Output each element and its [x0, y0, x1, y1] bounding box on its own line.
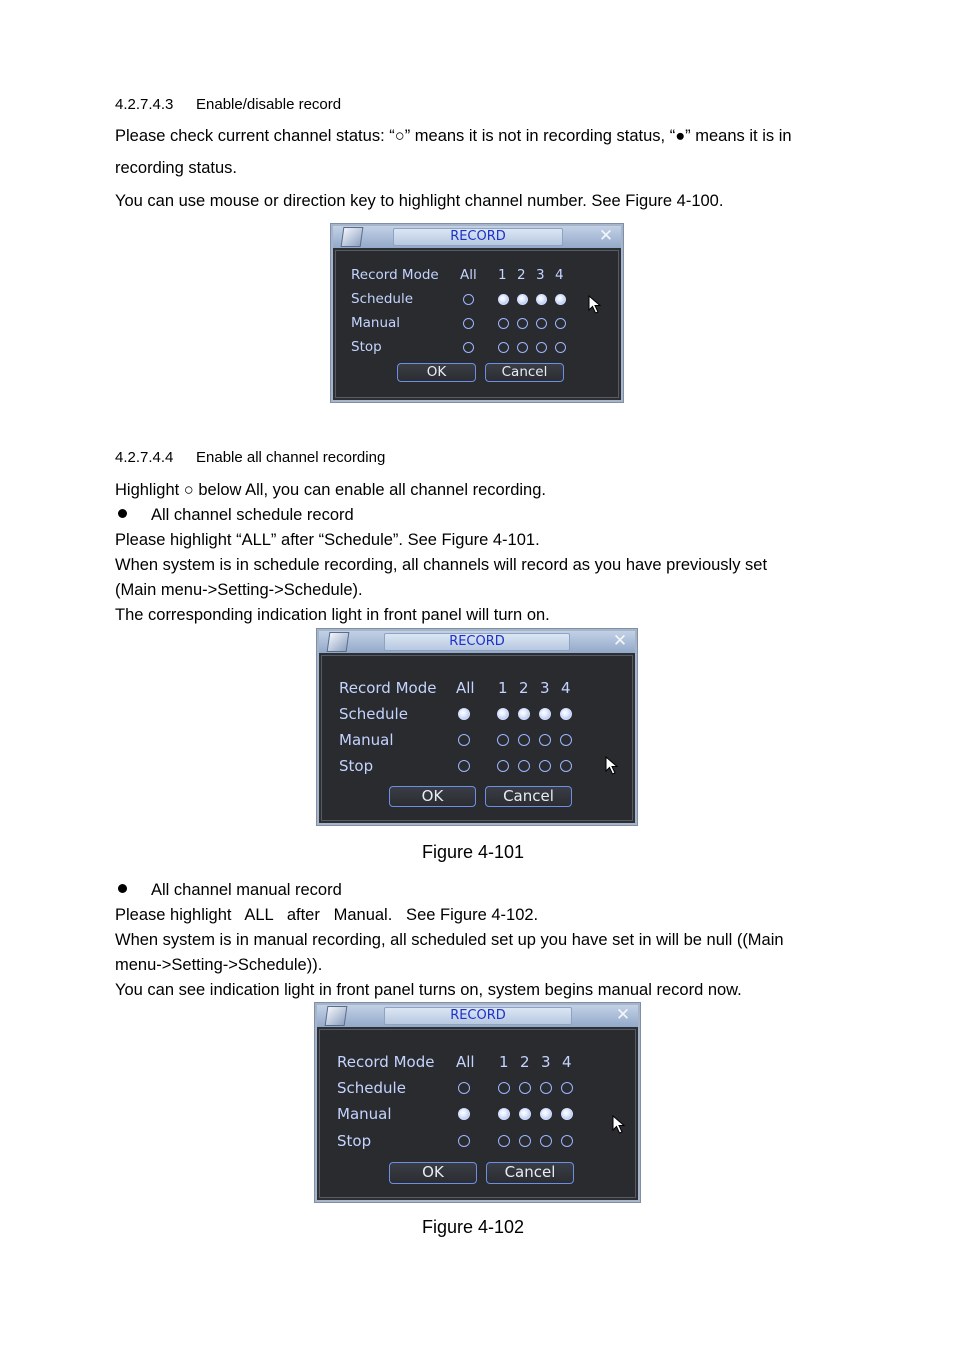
mode-label-schedule: Schedule: [339, 705, 408, 723]
manual-all-radio[interactable]: [463, 318, 474, 329]
schedule-channel-4-radio[interactable]: [561, 1082, 573, 1094]
stop-channel-2-radio[interactable]: [519, 1135, 531, 1147]
manual-channel-1-radio[interactable]: [497, 734, 509, 746]
mouse-cursor-icon: [612, 1115, 626, 1135]
close-icon[interactable]: ✕: [615, 1005, 631, 1025]
paragraph: When system is in schedule recording, all channels will record as you have previously set: [115, 556, 768, 574]
stop-channel-2-radio[interactable]: [518, 760, 530, 772]
stop-channel-4-radio[interactable]: [560, 760, 572, 772]
cancel-button[interactable]: Cancel: [485, 786, 572, 807]
record-mode-label: Record Mode: [339, 679, 437, 697]
bullet-icon: [118, 509, 127, 518]
manual-channel-4-radio[interactable]: [561, 1108, 573, 1120]
close-icon[interactable]: ✕: [612, 631, 628, 651]
channel-number-3: 3: [536, 267, 545, 283]
bullet-text: All channel manual record: [151, 881, 342, 899]
mouse-cursor-icon: [588, 295, 602, 315]
paragraph: recording status.: [115, 159, 237, 177]
schedule-channel-3-radio[interactable]: [540, 1082, 552, 1094]
schedule-channel-2-radio[interactable]: [517, 294, 528, 305]
mode-label-manual: Manual: [351, 315, 401, 331]
schedule-channel-4-radio[interactable]: [555, 294, 566, 305]
ok-button[interactable]: OK: [389, 1162, 477, 1184]
channel-number-1: 1: [499, 1053, 509, 1071]
stop-channel-1-radio[interactable]: [498, 342, 509, 353]
manual-channel-3-radio[interactable]: [540, 1108, 552, 1120]
dialog-title: RECORD: [384, 1007, 572, 1025]
stop-channel-1-radio[interactable]: [497, 760, 509, 772]
mode-label-schedule: Schedule: [337, 1079, 406, 1097]
manual-channel-1-radio[interactable]: [498, 1108, 510, 1120]
app-logo-icon: [341, 227, 364, 247]
channel-number-4: 4: [555, 267, 564, 283]
mode-label-manual: Manual: [337, 1105, 392, 1123]
channel-number-1: 1: [498, 267, 507, 283]
mode-label-stop: Stop: [337, 1132, 372, 1150]
channel-number-4: 4: [562, 1053, 572, 1071]
paragraph: You can use mouse or direction key to highlight channel number. See Figure 4-100.: [115, 192, 724, 210]
dialog-titlebar: [319, 631, 635, 653]
cancel-button[interactable]: Cancel: [486, 1162, 574, 1184]
schedule-channel-1-radio[interactable]: [498, 294, 509, 305]
schedule-channel-1-radio[interactable]: [497, 708, 509, 720]
record-mode-label: Record Mode: [337, 1053, 435, 1071]
dialog-body: [335, 250, 619, 398]
manual-channel-3-radio[interactable]: [539, 734, 551, 746]
paragraph: Please check current channel status: “○” means it is not in recording status, “●” means it is in: [115, 127, 792, 145]
paragraph: You can see indication light in front panel turns on, system begins manual record now.: [115, 981, 742, 999]
stop-channel-4-radio[interactable]: [555, 342, 566, 353]
mode-label-manual: Manual: [339, 731, 394, 749]
all-column-label: All: [456, 1053, 475, 1071]
record-dialog-figure-4-101: [316, 628, 638, 826]
manual-all-radio[interactable]: [458, 1108, 470, 1120]
schedule-channel-3-radio[interactable]: [539, 708, 551, 720]
section-title: Enable/disable record: [196, 96, 342, 113]
schedule-all-radio[interactable]: [458, 1082, 470, 1094]
app-logo-icon: [325, 1006, 348, 1026]
bullet-icon: [118, 884, 127, 893]
channel-number-4: 4: [561, 679, 571, 697]
paragraph: (Main menu->Setting->Schedule).: [115, 581, 363, 599]
mode-label-schedule: Schedule: [351, 291, 414, 307]
stop-channel-2-radio[interactable]: [517, 342, 528, 353]
manual-channel-2-radio[interactable]: [518, 734, 530, 746]
schedule-all-radio[interactable]: [458, 708, 470, 720]
manual-channel-3-radio[interactable]: [536, 318, 547, 329]
app-logo-icon: [327, 632, 350, 652]
stop-channel-1-radio[interactable]: [498, 1135, 510, 1147]
paragraph: Please highlight ALL after Manual. See Figure 4-102.: [115, 906, 539, 924]
record-dialog-figure-4-102: [314, 1002, 641, 1203]
paragraph: When system is in manual recording, all scheduled set up you have set in will be null ((Main: [115, 931, 784, 949]
manual-channel-2-radio[interactable]: [517, 318, 528, 329]
figure-caption: Figure 4-102: [422, 1217, 525, 1237]
paragraph: Highlight ○ below All, you can enable all channel recording.: [115, 481, 546, 499]
channel-number-2: 2: [520, 1053, 530, 1071]
section-number: 4.2.7.4.3: [115, 96, 174, 113]
dialog-titlebar: [333, 226, 621, 248]
schedule-channel-3-radio[interactable]: [536, 294, 547, 305]
dialog-title: RECORD: [393, 228, 563, 246]
manual-channel-4-radio[interactable]: [555, 318, 566, 329]
schedule-channel-2-radio[interactable]: [518, 708, 530, 720]
manual-channel-2-radio[interactable]: [519, 1108, 531, 1120]
channel-number-2: 2: [519, 679, 529, 697]
figure-caption: Figure 4-101: [422, 842, 525, 862]
dialog-titlebar: [317, 1005, 638, 1027]
stop-all-radio[interactable]: [463, 342, 474, 353]
schedule-channel-1-radio[interactable]: [498, 1082, 510, 1094]
channel-number-2: 2: [517, 267, 526, 283]
paragraph: menu->Setting->Schedule)).: [115, 956, 323, 974]
section-heading: [115, 449, 385, 466]
all-column-label: All: [456, 679, 475, 697]
mode-label-stop: Stop: [339, 757, 374, 775]
section-number: 4.2.7.4.4: [115, 449, 174, 466]
stop-channel-3-radio[interactable]: [539, 760, 551, 772]
stop-channel-4-radio[interactable]: [561, 1135, 573, 1147]
stop-channel-3-radio[interactable]: [536, 342, 547, 353]
bullet-item: [115, 505, 354, 525]
ok-button[interactable]: OK: [397, 363, 476, 382]
manual-channel-1-radio[interactable]: [498, 318, 509, 329]
paragraph: The corresponding indication light in front panel will turn on.: [115, 606, 550, 624]
stop-all-radio[interactable]: [458, 760, 470, 772]
schedule-channel-4-radio[interactable]: [560, 708, 572, 720]
channel-number-1: 1: [498, 679, 508, 697]
close-icon[interactable]: ✕: [598, 226, 614, 246]
mode-label-stop: Stop: [351, 339, 382, 355]
dialog-body: [319, 1029, 636, 1198]
stop-channel-3-radio[interactable]: [540, 1135, 552, 1147]
ok-button[interactable]: OK: [389, 786, 476, 807]
all-column-label: All: [460, 267, 477, 283]
cancel-button[interactable]: Cancel: [485, 363, 564, 382]
paragraph: Please highlight “ALL” after “Schedule”. See Figure 4-101.: [115, 531, 540, 549]
schedule-channel-2-radio[interactable]: [519, 1082, 531, 1094]
section-heading: [115, 96, 341, 113]
dialog-body: [321, 655, 633, 821]
channel-number-3: 3: [540, 679, 550, 697]
schedule-all-radio[interactable]: [463, 294, 474, 305]
record-mode-label: Record Mode: [351, 267, 439, 283]
channel-number-3: 3: [541, 1053, 551, 1071]
dialog-title: RECORD: [384, 633, 570, 651]
mouse-cursor-icon: [605, 756, 619, 776]
bullet-item: [115, 880, 342, 900]
bullet-text: All channel schedule record: [151, 506, 354, 524]
manual-all-radio[interactable]: [458, 734, 470, 746]
stop-all-radio[interactable]: [458, 1135, 470, 1147]
record-dialog-figure-4-100: [330, 223, 624, 403]
section-title: Enable all channel recording: [196, 449, 386, 466]
manual-channel-4-radio[interactable]: [560, 734, 572, 746]
